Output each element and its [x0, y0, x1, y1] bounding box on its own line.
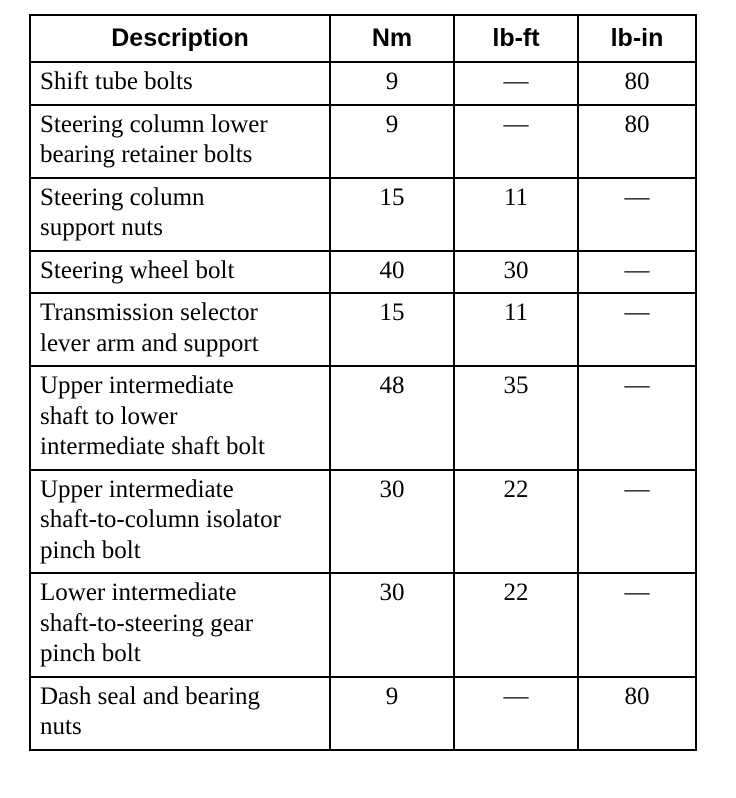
- cell-description: Transmission selector lever arm and support: [30, 293, 330, 366]
- header-description: Description: [30, 15, 330, 62]
- table-row: [30, 105, 696, 178]
- cell-description: Upper intermediate shaft to lower intermediate shaft bolt: [30, 366, 330, 470]
- cell-nm: 9: [330, 105, 454, 178]
- torque-spec-table: [29, 14, 697, 751]
- header-nm: Nm: [330, 15, 454, 62]
- cell-nm: 48: [330, 366, 454, 470]
- cell-lbin: —: [578, 366, 696, 470]
- cell-lbft: 22: [454, 573, 578, 677]
- cell-lbft: —: [454, 677, 578, 750]
- cell-lbft: 11: [454, 178, 578, 251]
- cell-lbft: 35: [454, 366, 578, 470]
- cell-lbin: 80: [578, 677, 696, 750]
- cell-lbin: —: [578, 293, 696, 366]
- table-row: [30, 573, 696, 677]
- cell-lbin: —: [578, 178, 696, 251]
- cell-lbft: 11: [454, 293, 578, 366]
- cell-description: Dash seal and bearing nuts: [30, 677, 330, 750]
- cell-lbft: —: [454, 105, 578, 178]
- cell-nm: 30: [330, 470, 454, 574]
- cell-description: Steering column lower bearing retainer bolts: [30, 105, 330, 178]
- cell-lbin: —: [578, 251, 696, 294]
- cell-nm: 9: [330, 677, 454, 750]
- cell-lbin: —: [578, 470, 696, 574]
- cell-description: Lower intermediate shaft-to-steering gear pinch bolt: [30, 573, 330, 677]
- header-lbin: lb-in: [578, 15, 696, 62]
- cell-nm: 9: [330, 62, 454, 105]
- header-lbft: lb-ft: [454, 15, 578, 62]
- cell-lbin: —: [578, 573, 696, 677]
- table-row: [30, 293, 696, 366]
- cell-description: Steering wheel bolt: [30, 251, 330, 294]
- cell-nm: 40: [330, 251, 454, 294]
- table-row: [30, 470, 696, 574]
- table-row: [30, 62, 696, 105]
- cell-description: Steering column support nuts: [30, 178, 330, 251]
- table-row: [30, 677, 696, 750]
- table-row: [30, 178, 696, 251]
- cell-lbft: 22: [454, 470, 578, 574]
- table-row: [30, 251, 696, 294]
- cell-description: Shift tube bolts: [30, 62, 330, 105]
- cell-lbft: —: [454, 62, 578, 105]
- cell-nm: 30: [330, 573, 454, 677]
- cell-description: Upper intermediate shaft-to-column isolator pinch bolt: [30, 470, 330, 574]
- table-row: [30, 366, 696, 470]
- cell-nm: 15: [330, 293, 454, 366]
- cell-lbft: 30: [454, 251, 578, 294]
- header-row: [30, 15, 696, 62]
- cell-nm: 15: [330, 178, 454, 251]
- cell-lbin: 80: [578, 62, 696, 105]
- cell-lbin: 80: [578, 105, 696, 178]
